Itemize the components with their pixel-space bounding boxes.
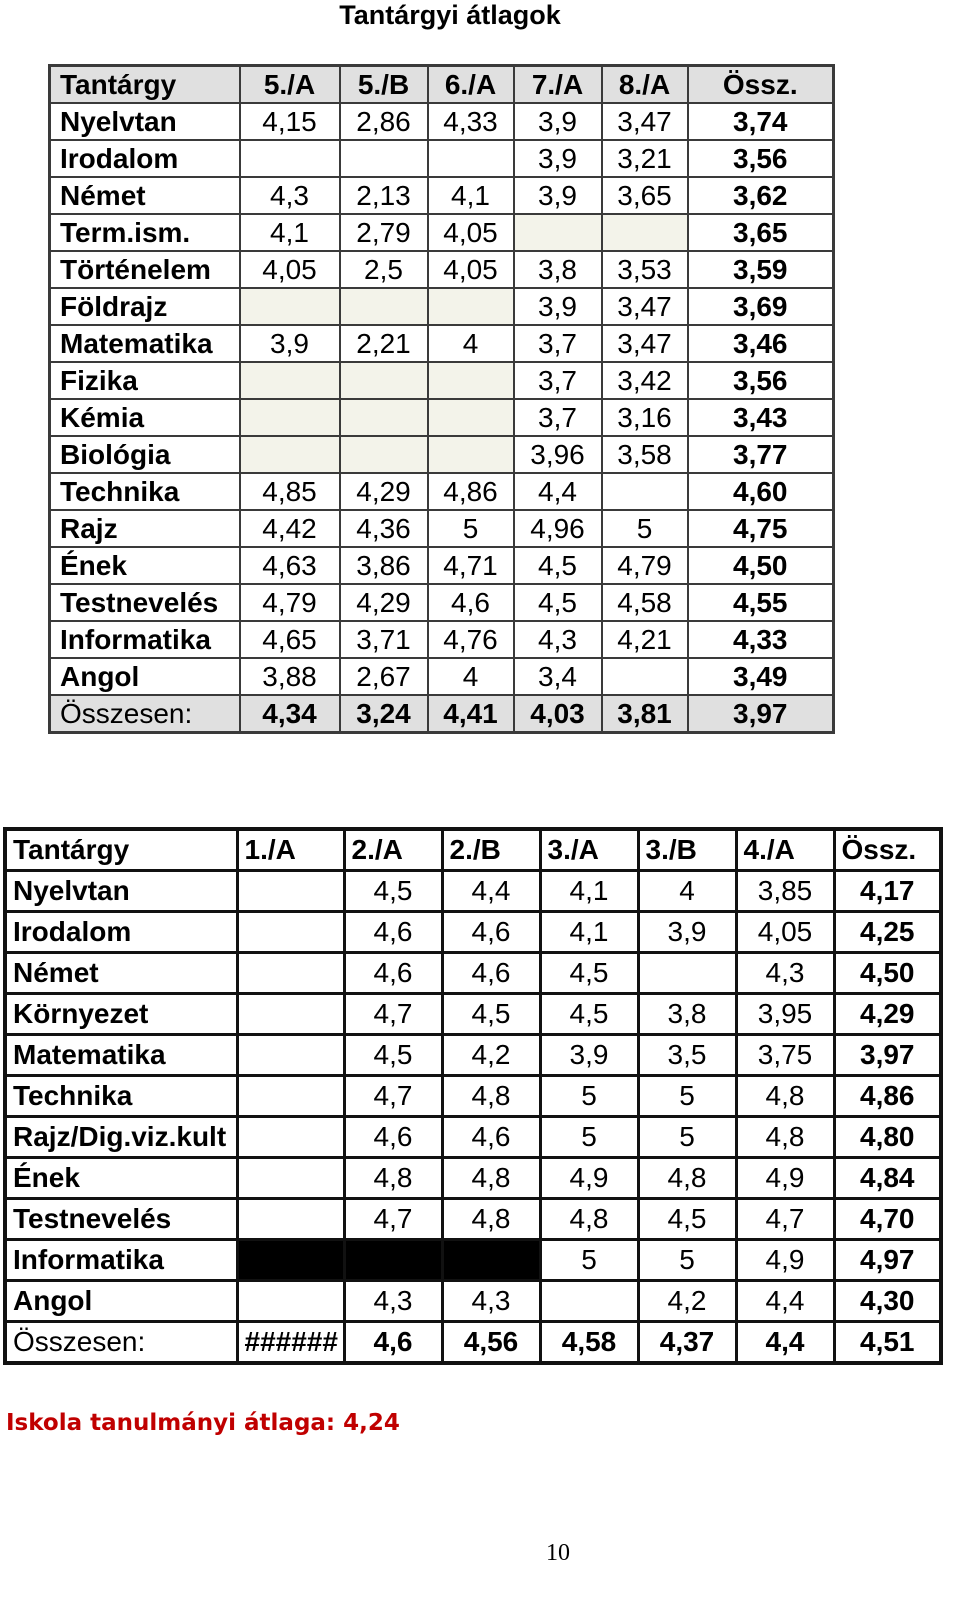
- value-cell: 4,4: [736, 1281, 834, 1322]
- header-cell: 2./B: [442, 829, 540, 871]
- value-cell: [237, 953, 344, 994]
- value-cell: 4,8: [638, 1158, 736, 1199]
- value-cell: [540, 1281, 638, 1322]
- subject-cell: Történelem: [50, 251, 240, 288]
- subject-cell: Német: [50, 177, 240, 214]
- value-cell: [428, 362, 514, 399]
- table-row: [50, 658, 834, 695]
- value-cell: 4,4: [514, 473, 602, 510]
- table-row: [50, 214, 834, 251]
- average-cell: 3,49: [688, 658, 834, 695]
- average-cell: 3,77: [688, 436, 834, 473]
- value-cell: [442, 1240, 540, 1281]
- table-row: [50, 251, 834, 288]
- value-cell: 4,96: [514, 510, 602, 547]
- average-cell: 4,25: [834, 912, 941, 953]
- value-cell: [602, 214, 688, 251]
- header-cell: Össz.: [834, 829, 941, 871]
- value-cell: 3,53: [602, 251, 688, 288]
- value-cell: 2,79: [340, 214, 428, 251]
- value-cell: 4,76: [428, 621, 514, 658]
- header-cell: Tantárgy: [5, 829, 237, 871]
- value-cell: 4,6: [442, 1117, 540, 1158]
- table-row: [5, 871, 941, 912]
- value-cell: 2,21: [340, 325, 428, 362]
- value-cell: 3,9: [514, 288, 602, 325]
- value-cell: 3,9: [514, 140, 602, 177]
- table-row: [50, 621, 834, 658]
- total-cell: 3,81: [602, 695, 688, 733]
- value-cell: 3,86: [340, 547, 428, 584]
- value-cell: 4,5: [442, 994, 540, 1035]
- header-cell: 7./A: [514, 66, 602, 104]
- value-cell: 4,7: [344, 1076, 442, 1117]
- average-cell: 4,55: [688, 584, 834, 621]
- subject-cell: Rajz/Dig.viz.kult: [5, 1117, 237, 1158]
- value-cell: 4,3: [344, 1281, 442, 1322]
- table-row: [50, 584, 834, 621]
- subject-cell: Informatika: [5, 1240, 237, 1281]
- average-cell: 3,69: [688, 288, 834, 325]
- average-cell: 3,59: [688, 251, 834, 288]
- value-cell: 2,67: [340, 658, 428, 695]
- table-row: [5, 994, 941, 1035]
- value-cell: 3,85: [736, 871, 834, 912]
- subject-cell: Környezet: [5, 994, 237, 1035]
- value-cell: 3,5: [638, 1035, 736, 1076]
- value-cell: 2,5: [340, 251, 428, 288]
- total-cell: 4,4: [736, 1322, 834, 1364]
- value-cell: 4,05: [428, 214, 514, 251]
- value-cell: 4,65: [240, 621, 340, 658]
- subject-cell: Kémia: [50, 399, 240, 436]
- value-cell: 5: [540, 1117, 638, 1158]
- value-cell: 5: [540, 1240, 638, 1281]
- value-cell: 4,5: [514, 547, 602, 584]
- value-cell: 5: [638, 1076, 736, 1117]
- average-cell: 3,74: [688, 103, 834, 140]
- average-cell: 4,50: [688, 547, 834, 584]
- total-cell: 4,41: [428, 695, 514, 733]
- value-cell: 4,8: [736, 1076, 834, 1117]
- total-label: Összesen:: [5, 1322, 237, 1364]
- page-title: Tantárgyi átlagok: [339, 0, 561, 30]
- value-cell: [237, 1199, 344, 1240]
- value-cell: 3,7: [514, 325, 602, 362]
- value-cell: 4,05: [428, 251, 514, 288]
- subject-cell: Technika: [5, 1076, 237, 1117]
- header-cell: 5./A: [240, 66, 340, 104]
- subject-cell: Fizika: [50, 362, 240, 399]
- page-number: 10: [546, 1540, 570, 1566]
- subject-cell: Matematika: [50, 325, 240, 362]
- table-header-row: [5, 829, 941, 871]
- value-cell: 3,95: [736, 994, 834, 1035]
- value-cell: 4,29: [340, 473, 428, 510]
- value-cell: 4,5: [344, 871, 442, 912]
- total-cell: 4,6: [344, 1322, 442, 1364]
- value-cell: 3,71: [340, 621, 428, 658]
- table-row: [50, 436, 834, 473]
- value-cell: 4,1: [428, 177, 514, 214]
- value-cell: [237, 912, 344, 953]
- table-row: [50, 140, 834, 177]
- table-row: [5, 1117, 941, 1158]
- average-cell: 3,56: [688, 362, 834, 399]
- subject-cell: Testnevelés: [50, 584, 240, 621]
- value-cell: [237, 1117, 344, 1158]
- value-cell: 3,47: [602, 325, 688, 362]
- value-cell: 4,3: [514, 621, 602, 658]
- value-cell: [428, 288, 514, 325]
- total-cell: 4,58: [540, 1322, 638, 1364]
- subject-cell: Term.ism.: [50, 214, 240, 251]
- value-cell: [638, 953, 736, 994]
- header-cell: 3./A: [540, 829, 638, 871]
- lower-grade-averages-table: [3, 827, 943, 1365]
- value-cell: 4,85: [240, 473, 340, 510]
- table-row: [5, 1240, 941, 1281]
- value-cell: [514, 214, 602, 251]
- subject-cell: Földrajz: [50, 288, 240, 325]
- header-cell: 3./B: [638, 829, 736, 871]
- subject-cell: Német: [5, 953, 237, 994]
- value-cell: 4,21: [602, 621, 688, 658]
- value-cell: [240, 399, 340, 436]
- subject-cell: Angol: [50, 658, 240, 695]
- value-cell: 5: [602, 510, 688, 547]
- value-cell: 4,71: [428, 547, 514, 584]
- subject-cell: Angol: [5, 1281, 237, 1322]
- value-cell: 3,7: [514, 362, 602, 399]
- table-row: [50, 177, 834, 214]
- value-cell: 4,15: [240, 103, 340, 140]
- value-cell: 4,8: [736, 1117, 834, 1158]
- value-cell: 3,47: [602, 288, 688, 325]
- value-cell: 4,8: [540, 1199, 638, 1240]
- header-cell: 8./A: [602, 66, 688, 104]
- value-cell: 4,3: [240, 177, 340, 214]
- average-cell: 4,86: [834, 1076, 941, 1117]
- total-cell: 4,03: [514, 695, 602, 733]
- value-cell: 3,8: [638, 994, 736, 1035]
- value-cell: 4,79: [240, 584, 340, 621]
- value-cell: [602, 473, 688, 510]
- value-cell: 4,2: [442, 1035, 540, 1076]
- value-cell: [428, 140, 514, 177]
- value-cell: 3,9: [240, 325, 340, 362]
- value-cell: 3,65: [602, 177, 688, 214]
- value-cell: 3,9: [514, 103, 602, 140]
- value-cell: 4,6: [344, 953, 442, 994]
- table-row: [50, 362, 834, 399]
- average-cell: 4,75: [688, 510, 834, 547]
- subject-cell: Technika: [50, 473, 240, 510]
- value-cell: 4,7: [736, 1199, 834, 1240]
- subject-cell: Informatika: [50, 621, 240, 658]
- average-cell: 4,60: [688, 473, 834, 510]
- value-cell: [240, 436, 340, 473]
- table-header-row: [50, 66, 834, 104]
- value-cell: 4,6: [442, 953, 540, 994]
- value-cell: 4,6: [428, 584, 514, 621]
- value-cell: 4,1: [540, 912, 638, 953]
- value-cell: 3,9: [540, 1035, 638, 1076]
- value-cell: 4,42: [240, 510, 340, 547]
- value-cell: 4,63: [240, 547, 340, 584]
- total-cell: 4,56: [442, 1322, 540, 1364]
- value-cell: 3,16: [602, 399, 688, 436]
- table-row: [50, 103, 834, 140]
- school-average-note: Iskola tanulmányi átlaga: 4,24: [6, 1410, 400, 1436]
- value-cell: [237, 871, 344, 912]
- total-row: [50, 695, 834, 733]
- total-cell: 4,37: [638, 1322, 736, 1364]
- total-cell: 4,34: [240, 695, 340, 733]
- average-cell: 4,33: [688, 621, 834, 658]
- table-row: [50, 510, 834, 547]
- total-cell: ######: [237, 1322, 344, 1364]
- average-cell: 4,30: [834, 1281, 941, 1322]
- value-cell: 4,8: [442, 1076, 540, 1117]
- value-cell: 3,88: [240, 658, 340, 695]
- value-cell: 5: [638, 1240, 736, 1281]
- value-cell: [340, 399, 428, 436]
- value-cell: 4,33: [428, 103, 514, 140]
- table-row: [50, 399, 834, 436]
- table-row: [50, 473, 834, 510]
- value-cell: 3,9: [638, 912, 736, 953]
- value-cell: 4,05: [736, 912, 834, 953]
- total-row: [5, 1322, 941, 1364]
- average-cell: 3,43: [688, 399, 834, 436]
- value-cell: 3,8: [514, 251, 602, 288]
- average-cell: 4,29: [834, 994, 941, 1035]
- value-cell: [237, 1158, 344, 1199]
- table-row: [5, 953, 941, 994]
- value-cell: [340, 436, 428, 473]
- value-cell: 4: [638, 871, 736, 912]
- header-cell: 1./A: [237, 829, 344, 871]
- value-cell: 4,6: [344, 912, 442, 953]
- upper-grade-averages-table: [48, 64, 835, 734]
- average-cell: 3,65: [688, 214, 834, 251]
- value-cell: [237, 1076, 344, 1117]
- value-cell: 4,5: [540, 994, 638, 1035]
- value-cell: 4,5: [638, 1199, 736, 1240]
- value-cell: 4,6: [442, 912, 540, 953]
- value-cell: 5: [540, 1076, 638, 1117]
- subject-cell: Nyelvtan: [5, 871, 237, 912]
- average-cell: 3,56: [688, 140, 834, 177]
- value-cell: 4,29: [340, 584, 428, 621]
- value-cell: 3,21: [602, 140, 688, 177]
- average-cell: 4,70: [834, 1199, 941, 1240]
- header-cell: 2./A: [344, 829, 442, 871]
- value-cell: [240, 362, 340, 399]
- subject-cell: Nyelvtan: [50, 103, 240, 140]
- subject-cell: Irodalom: [50, 140, 240, 177]
- value-cell: 4,05: [240, 251, 340, 288]
- value-cell: 4,9: [736, 1240, 834, 1281]
- value-cell: 4,8: [442, 1158, 540, 1199]
- value-cell: 3,4: [514, 658, 602, 695]
- table-row: [50, 547, 834, 584]
- value-cell: 4,5: [344, 1035, 442, 1076]
- value-cell: 4,5: [540, 953, 638, 994]
- value-cell: [428, 436, 514, 473]
- table-row: [50, 325, 834, 362]
- average-cell: 3,62: [688, 177, 834, 214]
- value-cell: 4,1: [540, 871, 638, 912]
- value-cell: [240, 288, 340, 325]
- table-row: [50, 288, 834, 325]
- subject-cell: Rajz: [50, 510, 240, 547]
- average-cell: 4,97: [834, 1240, 941, 1281]
- value-cell: 4,79: [602, 547, 688, 584]
- value-cell: 4,4: [442, 871, 540, 912]
- value-cell: 4,6: [344, 1117, 442, 1158]
- value-cell: [237, 1240, 344, 1281]
- value-cell: [240, 140, 340, 177]
- value-cell: 4,36: [340, 510, 428, 547]
- value-cell: [602, 658, 688, 695]
- value-cell: 4,7: [344, 994, 442, 1035]
- value-cell: 2,86: [340, 103, 428, 140]
- header-cell: Tantárgy: [50, 66, 240, 104]
- total-label: Összesen:: [50, 695, 240, 733]
- value-cell: 5: [638, 1117, 736, 1158]
- value-cell: 3,7: [514, 399, 602, 436]
- subject-cell: Matematika: [5, 1035, 237, 1076]
- value-cell: [237, 1035, 344, 1076]
- total-average-cell: 3,97: [688, 695, 834, 733]
- value-cell: 3,75: [736, 1035, 834, 1076]
- value-cell: 4,8: [442, 1199, 540, 1240]
- value-cell: [237, 1281, 344, 1322]
- value-cell: [428, 399, 514, 436]
- value-cell: 3,58: [602, 436, 688, 473]
- value-cell: 4,2: [638, 1281, 736, 1322]
- subject-cell: Biológia: [50, 436, 240, 473]
- table-row: [5, 1076, 941, 1117]
- value-cell: 5: [428, 510, 514, 547]
- value-cell: 4,7: [344, 1199, 442, 1240]
- value-cell: 4,58: [602, 584, 688, 621]
- value-cell: 4,86: [428, 473, 514, 510]
- header-cell: 5./B: [340, 66, 428, 104]
- value-cell: 3,47: [602, 103, 688, 140]
- average-cell: 3,97: [834, 1035, 941, 1076]
- value-cell: 4: [428, 325, 514, 362]
- value-cell: [340, 288, 428, 325]
- value-cell: [340, 362, 428, 399]
- subject-cell: Irodalom: [5, 912, 237, 953]
- average-cell: 4,80: [834, 1117, 941, 1158]
- value-cell: 4,9: [736, 1158, 834, 1199]
- value-cell: 3,96: [514, 436, 602, 473]
- value-cell: 4,8: [344, 1158, 442, 1199]
- header-cell: 4./A: [736, 829, 834, 871]
- value-cell: 4,9: [540, 1158, 638, 1199]
- header-cell: 6./A: [428, 66, 514, 104]
- value-cell: [344, 1240, 442, 1281]
- value-cell: 4,1: [240, 214, 340, 251]
- subject-cell: Testnevelés: [5, 1199, 237, 1240]
- average-cell: 4,84: [834, 1158, 941, 1199]
- subject-cell: Ének: [5, 1158, 237, 1199]
- value-cell: [340, 140, 428, 177]
- total-cell: 3,24: [340, 695, 428, 733]
- average-cell: 4,50: [834, 953, 941, 994]
- value-cell: 3,42: [602, 362, 688, 399]
- value-cell: 2,13: [340, 177, 428, 214]
- table-row: [5, 1035, 941, 1076]
- table-row: [5, 1158, 941, 1199]
- header-cell: Össz.: [688, 66, 834, 104]
- value-cell: 4,3: [736, 953, 834, 994]
- value-cell: 3,9: [514, 177, 602, 214]
- table-row: [5, 1199, 941, 1240]
- value-cell: 4,3: [442, 1281, 540, 1322]
- table-row: [5, 1281, 941, 1322]
- value-cell: [237, 994, 344, 1035]
- table-row: [5, 912, 941, 953]
- total-average-cell: 4,51: [834, 1322, 941, 1364]
- average-cell: 3,46: [688, 325, 834, 362]
- value-cell: 4: [428, 658, 514, 695]
- value-cell: 4,5: [514, 584, 602, 621]
- average-cell: 4,17: [834, 871, 941, 912]
- subject-cell: Ének: [50, 547, 240, 584]
